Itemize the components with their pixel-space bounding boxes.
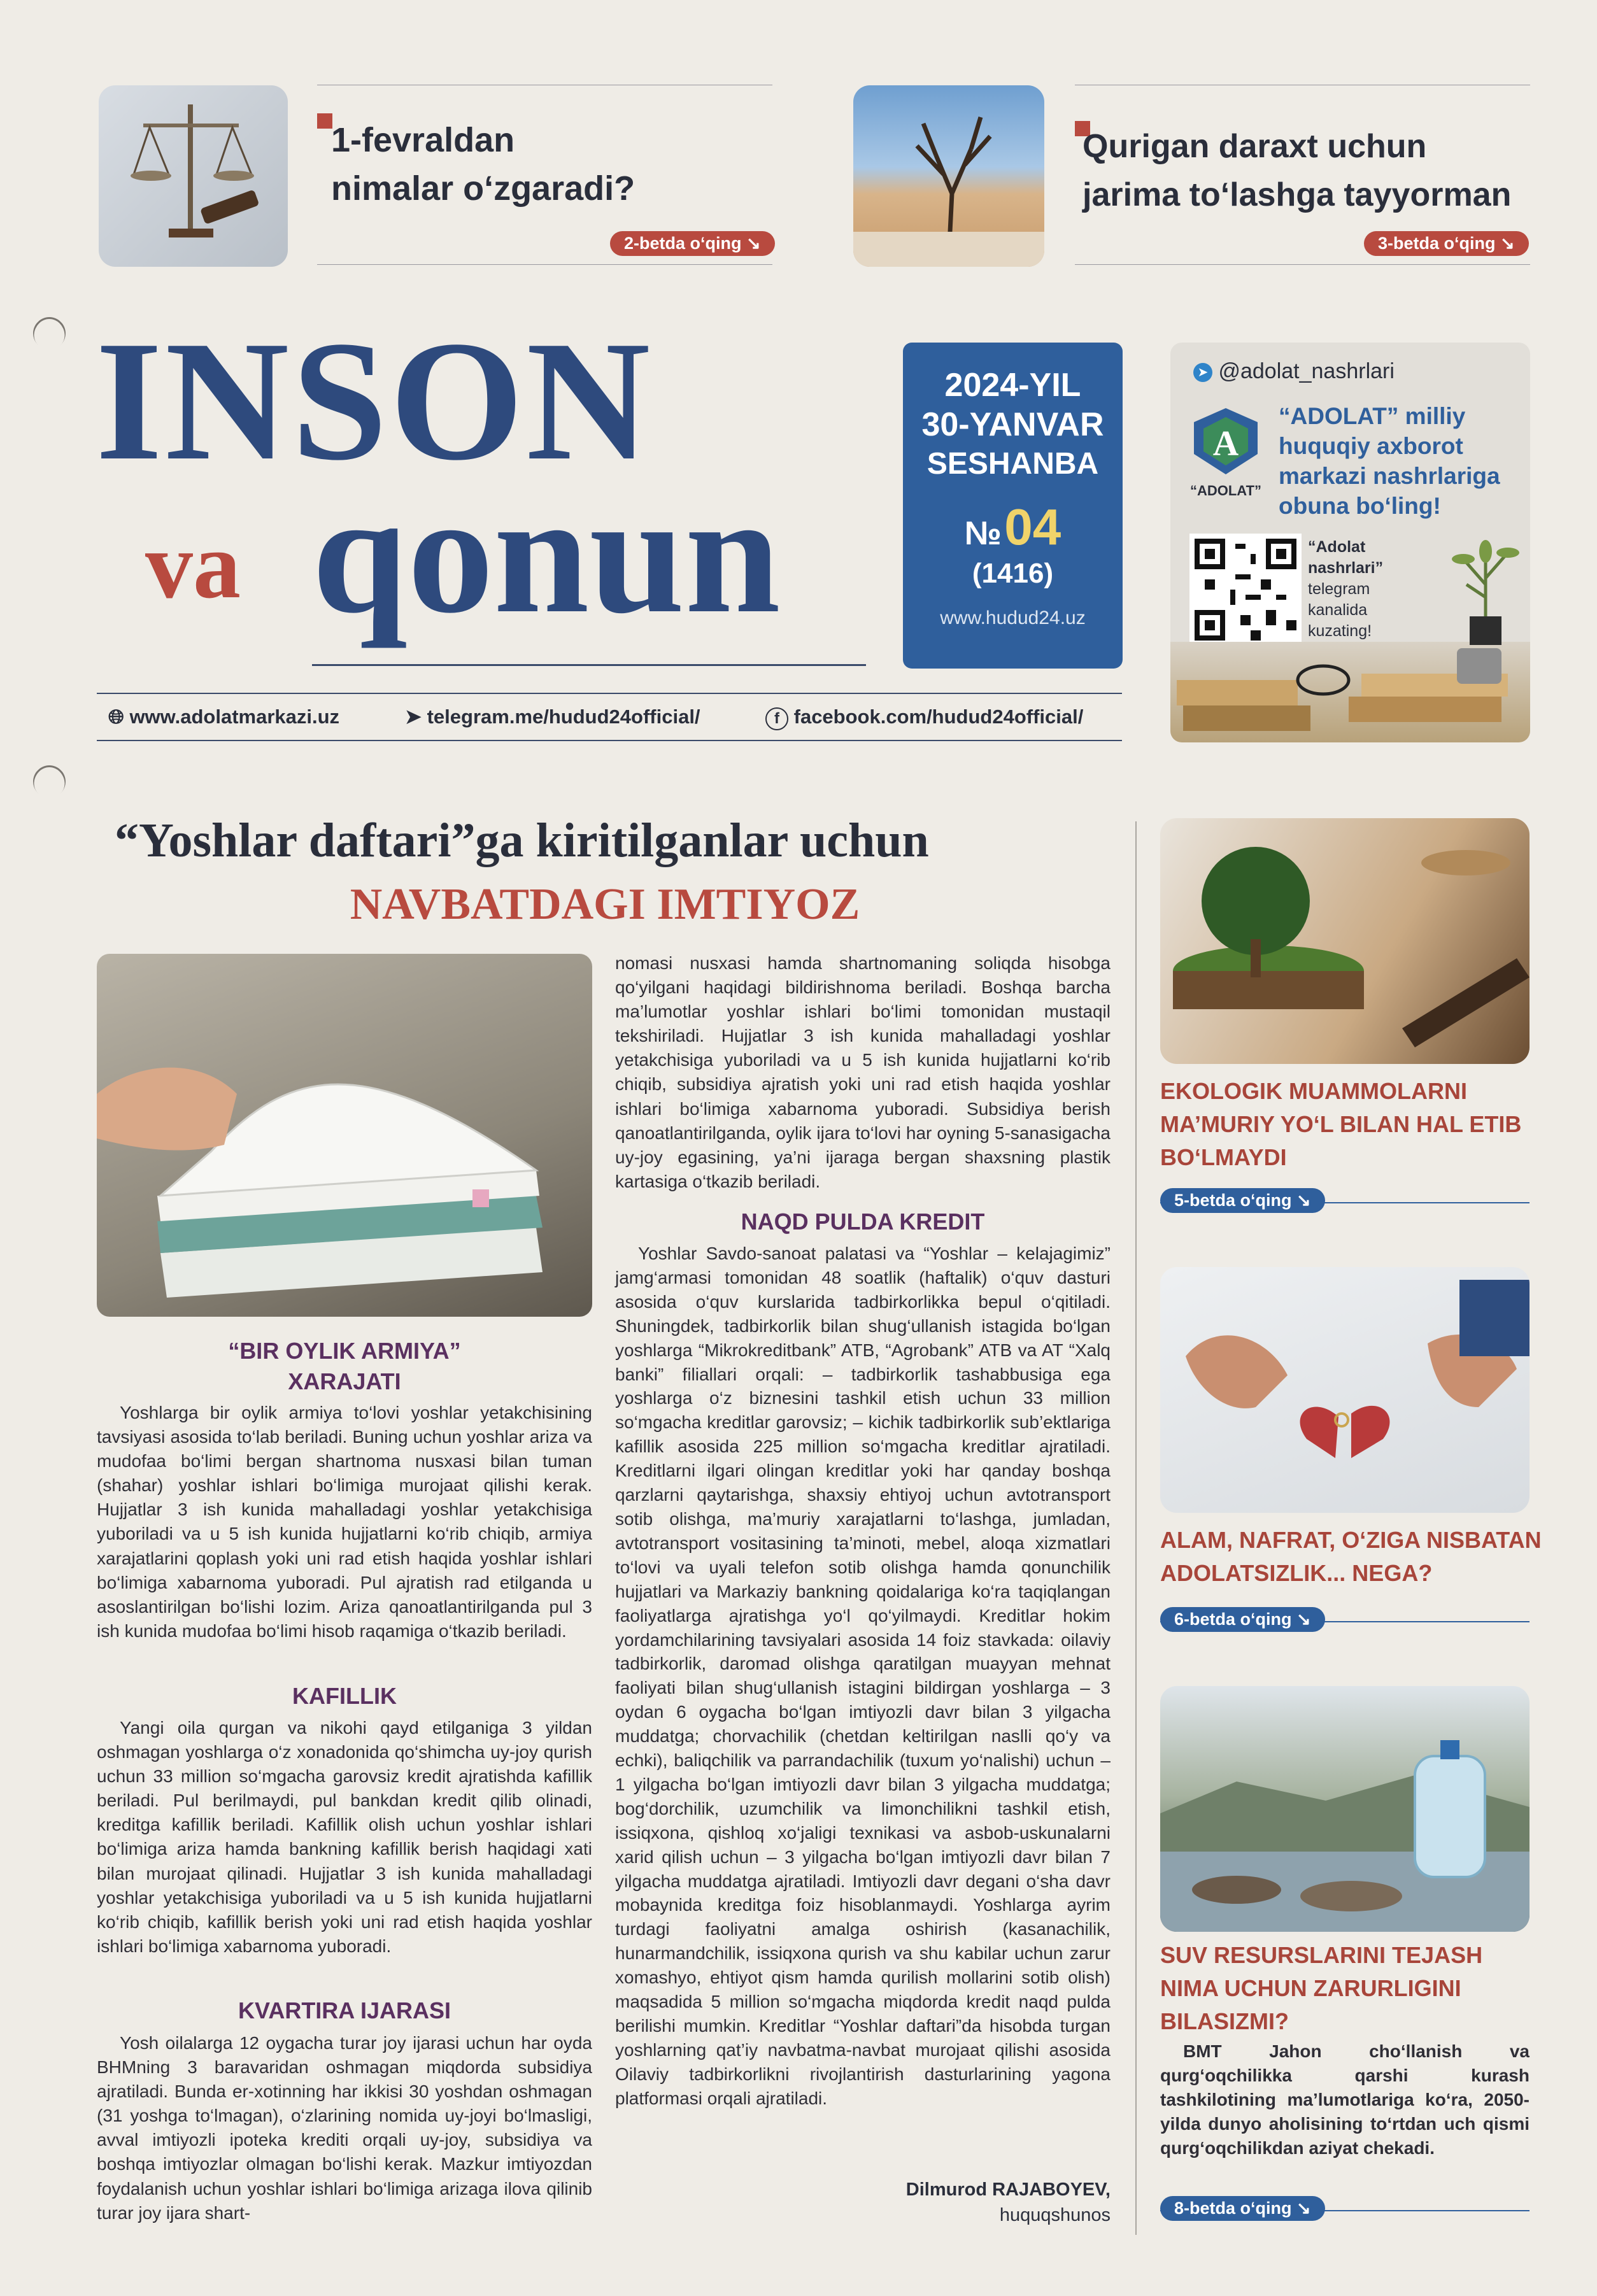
issue-year: 2024-YIL	[944, 367, 1081, 404]
telegram-link[interactable]	[405, 705, 700, 728]
contacts-bottom-rule	[97, 740, 1122, 741]
issue-date: 30-YANVAR	[921, 406, 1104, 443]
telegram-handle[interactable]	[1193, 359, 1395, 384]
sidebar-1-title-line3: BO‘LMAYDI	[1160, 1144, 1287, 1170]
water-bottle-river-photo	[1160, 1686, 1530, 1932]
section-army-title	[97, 1336, 592, 1397]
issue-total: (1416)	[972, 558, 1054, 589]
teaser-2-rule-bottom	[1075, 264, 1530, 265]
section-rent-title: KVARTIRA IJARASI	[238, 1997, 451, 2023]
masthead-inson: INSON	[96, 306, 653, 496]
section-army-text: Yoshlarga bir oylik armiya to‘lovi yoshlar yetakchisining tavsiyasi asosida to‘lab beriladi. Buning uchun yoshlar ariza va mudofaa bo‘limi bergan shartnoma nusxasi bilan tuman (shahar) yoshlar ishlari bo‘limiga murojaat qilishi kerak. Hujjatlar 3 ish kunida mahalladagi yoshlar yetakchisiga yuboriladi va u 5 ish kunida hujjatlarni ko‘rib chiqib, armiya xarajatlarini qoplash yoki uni rad etish haqida yoshlar ishlari bo‘limiga xabarnoma yuboradi. Pul ajratish rad etilganda u asoslantirilgan bo‘lishi lozim. Ariza qanoatlantirilganda pul 3 ish kunida mudofaa bo‘limi hisob raqamiga o‘tkazib beriladi.	[97, 1403, 592, 1641]
teaser-1-line2: nimalar o‘zgaradi?	[331, 169, 635, 208]
issue-no: 04	[1004, 499, 1061, 555]
globe-icon: 🌐︎	[108, 705, 124, 728]
teaser-1-line1: 1-fevraldan	[331, 121, 515, 159]
issue-number	[903, 498, 1123, 556]
sidebar-3-title[interactable]	[1160, 1939, 1530, 2038]
teaser-1-title[interactable]	[331, 116, 635, 213]
tree-on-scales-photo	[1160, 818, 1530, 1064]
section-rent-text: Yosh oilalarga 12 oygacha turar joy ijarasi uchun har oyda BHMning 3 baravaridan oshmagan miqdorda subsidiya ajratiladi. Bunda er-xotinning har ikkisi 30 yoshdan oshmagan (31 yoshga to‘lmagan), o‘zlarining nomida uy-joyi bo‘lmasligi, avval imtiyozli ipoteka krediti orqali uy-joy, subsidiya va boshqa imtiyozlar olmagan bo‘lishi kerak. Mazkur imtiyozdan foydalanish uchun yoshlar ishlari bo‘limiga arizaga ilova qilinib turar joy ijara shart-	[97, 2033, 592, 2223]
sidebar-1-title-line1: EKOLOGIK MUAMMOLARNI	[1160, 1078, 1467, 1104]
website-link-text: www.adolatmarkazi.uz	[129, 705, 340, 728]
author-role: huquqshunos	[999, 2205, 1111, 2225]
section-cash-credit-title: NAQD PULDA KREDIT	[741, 1208, 985, 1235]
section-guarantee-text: Yangi oila qurgan va nikohi qayd etilganiga 3 yildan oshmagan yoshlarga o‘z xonadonida qo‘shimcha uy-joy qurish uchun 33 million so‘mgacha garovsiz kredit ajratishda kafillik beriladi. Pul berilmaydi, pul bankdan kredit qilib olinadi, kreditga kafillik beriladi. Kafillik olish uchun yoshlar ishlari bo‘limiga ariza hamda bankning kafillik berish haqidagi xati bilan murojaat qilinadi. Hujjatlar 3 ish kunida mahalladagi yoshlar yetakchisiga yuboriladi va u 5 ish kunida hujjatlarni ko‘rib chiqib, kafillik berish yoki uni rad etish haqida yoshlar ishlari bo‘limiga xabarnoma yuboradi.	[97, 1718, 592, 1956]
sidebar-2-title-line1: ALAM, NAFRAT, O‘ZIGA NISBATAN	[1160, 1527, 1542, 1553]
issue-date-box	[903, 343, 1123, 669]
issue-site: www.hudud24.uz	[940, 607, 1086, 628]
red-square-marker	[317, 113, 332, 129]
issue-no-label: №	[964, 515, 1002, 552]
sidebar-1-link[interactable]: 5-betda o‘qing ↘	[1160, 1188, 1325, 1213]
contacts-top-rule	[97, 693, 1122, 694]
adolat-logo-label: “ADOLAT”	[1189, 483, 1262, 499]
qr-code[interactable]	[1189, 534, 1302, 646]
section-rent-continued: nomasi nusxasi hamda shartnomaning soliqda hisobga qo‘yilgani haqidagi bildirishnoma beriladi. Boshqa barcha ma’lumotlar yoshlar ishlari bo‘limi tomonidan mustaqil tekshiriladi. Hujjatlar 3 ish kunida mahalladagi yoshlar yetakchisiga yuboriladi va u 5 ish kunida hujjatlarni ko‘rib chiqib, subsidiya ajratish yoki uni rad etish haqida yoshlar ishlari bo‘limiga xabarnoma yuboradi. Subsidiya berish qanoatlantirilganda, oylik ijara to‘lovi har oyning 5-sanasigacha uy-joy egasining, ya’ni ijaraga bergan shaxsning plastik kartasiga o‘tkazib beriladi.	[615, 953, 1111, 1191]
column-divider	[1135, 821, 1137, 2235]
telegram-icon: ➤	[1193, 363, 1212, 382]
teaser-2-title[interactable]	[1082, 122, 1511, 219]
svg-text:A: A	[1212, 424, 1239, 464]
subscription-promo	[1170, 343, 1530, 742]
article-headline: “Yoshlar daftari”ga kiritilganlar uchun	[115, 814, 929, 867]
section-guarantee-title: KAFILLIK	[292, 1683, 397, 1709]
qr-caption-bold: “Adolat nashrlari”	[1308, 538, 1384, 577]
masthead-va: va	[145, 513, 241, 618]
facebook-link-text: facebook.com/hudud24official/	[793, 705, 1084, 728]
scales-of-justice-photo	[99, 85, 288, 267]
article-subheadline: NAVBATDAGI IMTIYOZ	[350, 880, 860, 929]
adolat-logo	[1184, 403, 1267, 499]
broken-heart-divorce-photo	[1160, 1267, 1530, 1513]
telegram-link-text: telegram.me/hudud24official/	[427, 705, 700, 728]
issue-weekday: SESHANBA	[926, 447, 1099, 481]
sidebar-2-link[interactable]: 6-betda o‘qing ↘	[1160, 1607, 1325, 1632]
telegram-handle-text: @adolat_nashrlari	[1218, 359, 1395, 383]
facebook-icon: f	[765, 707, 788, 730]
sidebar-3-title-line3: BILASIZMI?	[1160, 2008, 1289, 2034]
author-name: Dilmurod RAJABOYEV,	[905, 2179, 1111, 2200]
dead-tree-desert-photo	[853, 85, 1044, 267]
qr-caption	[1308, 537, 1410, 642]
telegram-icon: ➤	[405, 705, 422, 728]
sidebar-2-title-line2: ADOLATSIZLIK... NEGA?	[1160, 1560, 1433, 1586]
sidebar-2-title[interactable]	[1160, 1524, 1542, 1590]
teaser-2-line1: Qurigan daraxt uchun	[1082, 128, 1427, 165]
masthead-rule	[312, 664, 866, 666]
teaser-1-rule-bottom	[317, 264, 772, 265]
binder-hole-bottom	[26, 758, 72, 804]
section-cash-credit-text: Yoshlar Savdo-sanoat palatasi va “Yoshlar – kelajagimiz” jamg‘armasi tomonidan 48 soatlik (haftalik) o‘quv dasturi asosida o‘quv kurslarida tadbirkorlikka bepul o‘qitiladi. Shuningdek, tadbirkorlik bilan shug‘ullanish istagida bo‘lgan yoshlarga “Mikrokreditbank” ATB, “Agrobank” ATB va AT “Xalq banki” filiallari orqali: – tadbirkorlik tashabbusiga ega yoshlarga o‘z biznesini tashkil etish uchun 33 million so‘mgacha kreditlar garovsiz; – kichik tadbirkorlik sub’ektlariga kafillik asosida 225 million so‘mgacha kreditlar ajratiladi. Kreditlarni ilgari olingan kreditlar yoki har qanday boshqa qarzlarni qaytarishga, shaxsiy ehtiyoj uchun avtotransport sotib olishga, ma’muriy xarajatlarni to‘lashga, jumladan, avtotransport vositasining ta’minoti, mebel, aloqa xizmatlari to‘lovi va uyali telefon sotib olishga hamda qonunchilik hujjatlari va Markaziy bankning qoidalariga ko‘ra taqiqlangan faoliyatlarga ajratishga yo‘l qo‘yilmaydi. Kreditlar hokim yordamchilarining tavsiyalari asosida 14 foiz stavkada: oilaviy tadbirkorlik, daromad olishga qaratilgan muayyan mehnat faoliyati bilan shug‘ullanish istagini bildirgan yoshlarga – 3 oydan 6 oygacha bo‘lgan imtiyozli davr bilan 3 yilgacha muddatga; chorvachilik (chetdan keltirilgan naslli qo‘y va echki), baliqchilik va parrandachilik (tuxum yo‘nalishi) uchun – 1 yilgacha bo‘lgan imtiyozli davr bilan 3 yilgacha muddatga; bog‘dorchilik, uzumchilik va limonchilikni tashkil etish, issiqxona, qishloq xo‘jaligi texnikasi va asbob-uskunalarni xarid qilish uchun – 3 yilgacha bo‘lgan imtiyozli davr bilan 7 yilgacha muddatga ajratiladi. Imtiyozli davr degani o‘sha davr mobaynida kreditga foiz hisoblanmaydi. Yoshlarga ayrim turdagi faoliyatni amalga oshirish (kasanachilik, hunarmandchilik, issiqxona qurish va shu kabilar uchun zarur xomashyo, ehtiyot qism hamda qurilish mollarini sotib olish) maqsadida 5 million so‘mgacha miqdorda kredit naqd pulda berilishi mumkin. Kreditlar “Yoshlar daftari”da hisobda turgan yoshlarning qat’iy navbatma-navbat murojaat qilishi asosida Oilaviy tadbirkorlikni rivojlantirish dasturlarining yagona platformasi orqali ajratiladi.	[615, 1244, 1111, 2108]
binder-hole-top	[26, 310, 72, 356]
section-army-title-line2: XARAJATI	[288, 1368, 401, 1394]
teaser-1-link[interactable]: 2-betda o‘qing ↘	[610, 231, 775, 256]
promo-text: “ADOLAT” milliy huquqiy axborot markazi nashrlariga obuna bo‘ling!	[1279, 403, 1500, 519]
section-army-title-line1: “BIR OYLIK ARMIYA”	[228, 1338, 461, 1364]
website-link[interactable]	[108, 705, 339, 729]
teaser-2-link[interactable]: 3-betda o‘qing ↘	[1364, 231, 1529, 256]
facebook-link[interactable]	[765, 705, 1083, 730]
sidebar-3-link[interactable]: 8-betda o‘qing ↘	[1160, 2196, 1325, 2221]
sidebar-3-title-line2: NIMA UCHUN ZARURLIGINI	[1160, 1975, 1461, 2001]
books-glasses-decor	[1170, 642, 1530, 742]
plant-decor	[1451, 527, 1521, 648]
masthead-qonun: qonun	[312, 458, 781, 649]
sidebar-3-title-line1: SUV RESURSLARINI TEJASH	[1160, 1942, 1483, 1968]
documents-stack-photo	[97, 954, 592, 1317]
qr-caption-text: telegram kanalida kuzating!	[1308, 580, 1372, 640]
sidebar-1-title-line2: MA’MURIY YO‘L BILAN HAL ETIB	[1160, 1111, 1522, 1137]
teaser-2-line2: jarima to‘lashga tayyorman	[1082, 176, 1512, 213]
sidebar-3-text: BMT Jahon cho‘llanish va qurg‘oqchilikka qarshi kurash tashkilotining ma’lumotlariga ko‘ra, 2050-yilda dunyo aholisining to‘rtdan uch qismi qurg‘oqchilikdan aziyat chekadi.	[1160, 2041, 1530, 2158]
sidebar-1-title[interactable]	[1160, 1075, 1530, 1174]
